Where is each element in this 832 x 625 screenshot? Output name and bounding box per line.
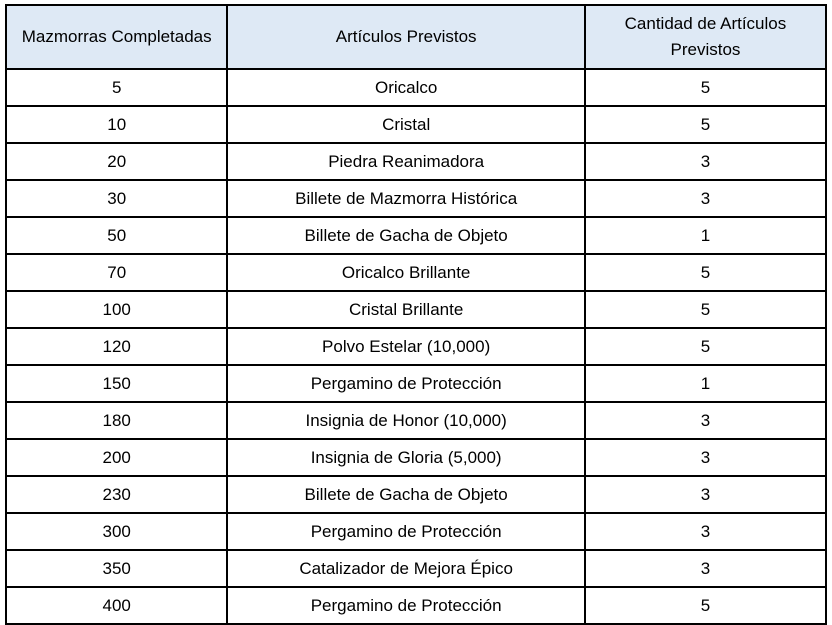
table-row: [6, 439, 826, 476]
table-row: [6, 106, 826, 143]
cell-expected-quantity: 3: [585, 180, 826, 217]
cell-dungeons-completed: 10: [6, 106, 227, 143]
table-row: [6, 476, 826, 513]
cell-expected-quantity: 3: [585, 143, 826, 180]
cell-dungeons-completed: 5: [6, 69, 227, 106]
cell-expected-quantity: 5: [585, 291, 826, 328]
cell-dungeons-completed: 230: [6, 476, 227, 513]
cell-dungeons-completed: 400: [6, 587, 227, 624]
cell-dungeons-completed: 350: [6, 550, 227, 587]
cell-expected-item: Oricalco Brillante: [227, 254, 585, 291]
cell-expected-quantity: 3: [585, 476, 826, 513]
cell-expected-quantity: 5: [585, 587, 826, 624]
table-row: [6, 180, 826, 217]
cell-expected-item: Billete de Gacha de Objeto: [227, 476, 585, 513]
cell-dungeons-completed: 200: [6, 439, 227, 476]
table-body: [6, 69, 826, 624]
cell-dungeons-completed: 150: [6, 365, 227, 402]
cell-dungeons-completed: 70: [6, 254, 227, 291]
cell-expected-item: Catalizador de Mejora Épico: [227, 550, 585, 587]
table-row: [6, 550, 826, 587]
cell-expected-item: Cristal Brillante: [227, 291, 585, 328]
cell-expected-quantity: 1: [585, 365, 826, 402]
cell-expected-quantity: 3: [585, 550, 826, 587]
table-row: [6, 402, 826, 439]
cell-expected-quantity: 5: [585, 69, 826, 106]
cell-expected-item: Polvo Estelar (10,000): [227, 328, 585, 365]
cell-dungeons-completed: 30: [6, 180, 227, 217]
table-row: [6, 69, 826, 106]
cell-dungeons-completed: 20: [6, 143, 227, 180]
cell-expected-quantity: 3: [585, 513, 826, 550]
rewards-table: [5, 4, 827, 625]
table-row: [6, 587, 826, 624]
cell-expected-item: Cristal: [227, 106, 585, 143]
cell-expected-item: Pergamino de Protección: [227, 365, 585, 402]
table-row: [6, 254, 826, 291]
table-row: [6, 328, 826, 365]
cell-dungeons-completed: 50: [6, 217, 227, 254]
cell-dungeons-completed: 180: [6, 402, 227, 439]
cell-expected-quantity: 5: [585, 106, 826, 143]
cell-expected-quantity: 3: [585, 439, 826, 476]
cell-expected-quantity: 5: [585, 254, 826, 291]
cell-expected-item: Pergamino de Protección: [227, 587, 585, 624]
header-expected-quantity: Cantidad de Artículos Previstos: [585, 5, 826, 69]
table-row: [6, 513, 826, 550]
cell-dungeons-completed: 100: [6, 291, 227, 328]
cell-expected-item: Billete de Mazmorra Histórica: [227, 180, 585, 217]
table-row: [6, 217, 826, 254]
cell-expected-item: Billete de Gacha de Objeto: [227, 217, 585, 254]
cell-dungeons-completed: 120: [6, 328, 227, 365]
table-row: [6, 143, 826, 180]
cell-expected-quantity: 1: [585, 217, 826, 254]
cell-expected-item: Insignia de Gloria (5,000): [227, 439, 585, 476]
table-row: [6, 365, 826, 402]
cell-expected-item: Insignia de Honor (10,000): [227, 402, 585, 439]
cell-expected-item: Piedra Reanimadora: [227, 143, 585, 180]
cell-expected-item: Pergamino de Protección: [227, 513, 585, 550]
cell-expected-quantity: 5: [585, 328, 826, 365]
cell-expected-quantity: 3: [585, 402, 826, 439]
table-header-row: [6, 5, 826, 69]
header-expected-items: Artículos Previstos: [227, 5, 585, 69]
header-dungeons-completed: Mazmorras Completadas: [6, 5, 227, 69]
cell-dungeons-completed: 300: [6, 513, 227, 550]
cell-expected-item: Oricalco: [227, 69, 585, 106]
table-row: [6, 291, 826, 328]
